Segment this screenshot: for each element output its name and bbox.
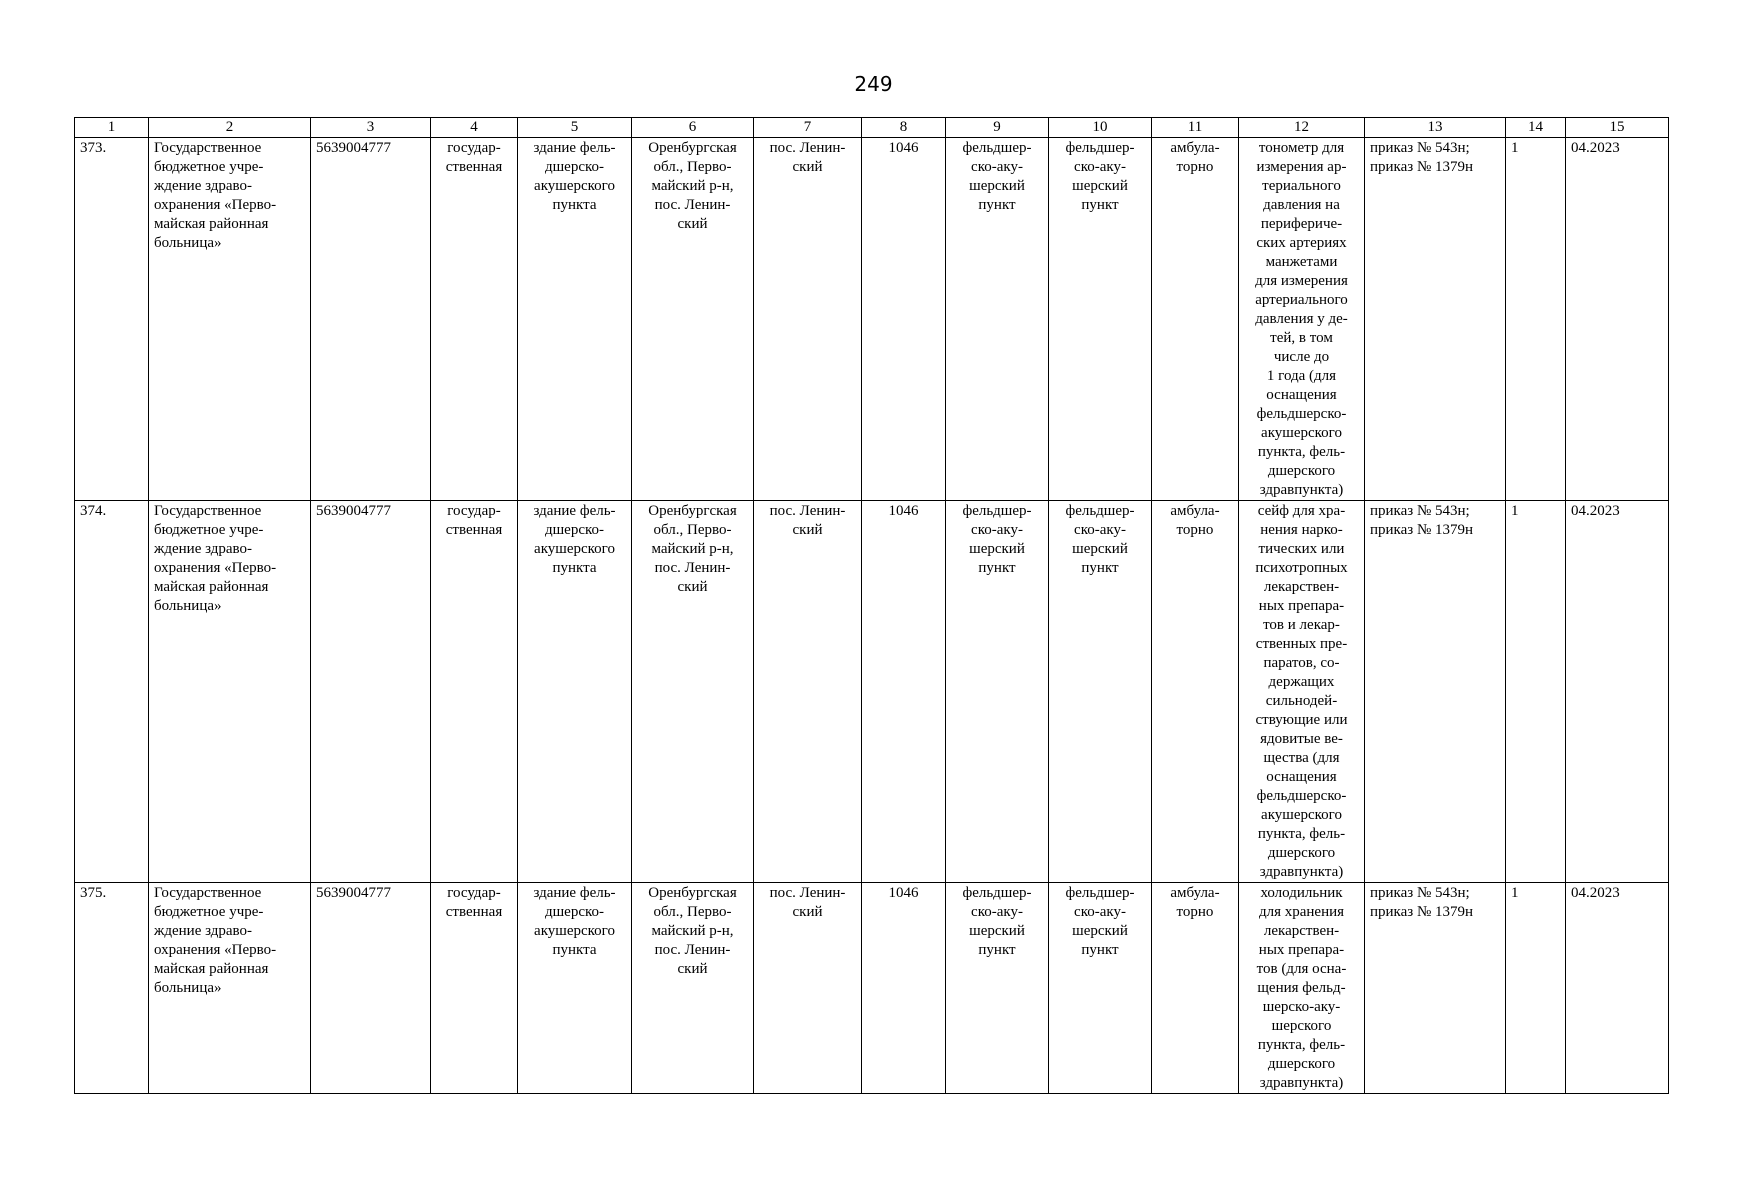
cell-line: государ-	[447, 140, 501, 156]
order-reference-cell	[1365, 883, 1506, 1094]
building-cell	[518, 501, 632, 883]
cell-line: Оренбургская	[648, 140, 737, 156]
cell-line: фельдшер-	[1065, 503, 1135, 519]
cell-line: тических или	[1258, 541, 1345, 557]
cell-line: амбула-	[1170, 885, 1220, 901]
column-number: 14	[1506, 118, 1566, 138]
cell-line: фельдшер-	[1065, 885, 1135, 901]
column-number: 9	[946, 118, 1049, 138]
inn-cell: 5639004777	[311, 138, 431, 501]
cell-line: шерского	[1271, 1018, 1332, 1034]
cell-line: пос. Ленин-	[654, 942, 731, 958]
equipment-table	[74, 117, 1669, 1094]
cell-line: измерения ар-	[1256, 159, 1347, 175]
cell-line: ский	[792, 159, 823, 175]
order-reference-cell	[1365, 138, 1506, 501]
column-number: 11	[1152, 118, 1239, 138]
locality-cell	[754, 883, 862, 1094]
cell-line: акушерского	[534, 541, 615, 557]
cell-line: больница»	[154, 598, 222, 614]
cell-line: торно	[1176, 522, 1214, 538]
cell-line: фельдшер-	[962, 885, 1032, 901]
column-number: 4	[431, 118, 518, 138]
cell-line: здравпункта)	[1259, 1075, 1344, 1091]
cell-line: бюджетное учре-	[154, 904, 264, 920]
cell-line: для хранения	[1258, 904, 1345, 920]
column-number: 3	[311, 118, 431, 138]
cell-line: холодильник	[1260, 885, 1343, 901]
cell-line: обл., Перво-	[653, 904, 732, 920]
code-cell: 1046	[862, 501, 946, 883]
cell-line: пос. Ленин-	[654, 197, 731, 213]
cell-line: пункта, фель-	[1257, 826, 1346, 842]
cell-line: дшерско-	[544, 159, 605, 175]
unit-name-cell	[1049, 138, 1152, 501]
row-number-cell: 374.	[75, 501, 149, 883]
cell-line: ских артериях	[1256, 235, 1347, 251]
unit-type-cell	[946, 501, 1049, 883]
cell-line: оснащения	[1266, 769, 1337, 785]
cell-line: давления на	[1263, 197, 1340, 213]
unit-type-cell	[946, 138, 1049, 501]
care-form-cell	[1152, 501, 1239, 883]
column-number: 5	[518, 118, 632, 138]
quantity-cell: 1	[1506, 883, 1566, 1094]
order-reference-cell	[1365, 501, 1506, 883]
cell-line: ский	[677, 961, 708, 977]
cell-line: лекарствен-	[1263, 923, 1340, 939]
code-cell: 1046	[862, 883, 946, 1094]
cell-line: нения нарко-	[1260, 522, 1343, 538]
cell-line: амбула-	[1170, 140, 1220, 156]
cell-line: ных препара-	[1258, 598, 1345, 614]
cell-line: фельдшер-	[962, 140, 1032, 156]
equipment-cell	[1239, 501, 1365, 883]
cell-line: пос. Ленин-	[654, 560, 731, 576]
cell-line: Оренбургская	[648, 503, 737, 519]
cell-line: пункта, фель-	[1257, 1037, 1346, 1053]
cell-line: государ-	[447, 885, 501, 901]
address-cell	[632, 883, 754, 1094]
cell-line: больница»	[154, 235, 222, 251]
cell-line: ждение здраво-	[154, 923, 253, 939]
cell-line: пункт	[1081, 560, 1119, 576]
cell-line: обл., Перво-	[653, 159, 732, 175]
cell-line: приказ № 543н;	[1370, 885, 1470, 901]
cell-line: ственная	[445, 904, 503, 920]
cell-line: больница»	[154, 980, 222, 996]
cell-line: приказ № 543н;	[1370, 503, 1470, 519]
organization-name-cell	[149, 501, 311, 883]
cell-line: ский	[792, 904, 823, 920]
address-cell	[632, 138, 754, 501]
cell-line: майский р-н,	[651, 923, 734, 939]
column-number: 10	[1049, 118, 1152, 138]
cell-line: шерский	[969, 541, 1025, 557]
cell-line: ственная	[445, 159, 503, 175]
cell-line: торно	[1176, 159, 1214, 175]
cell-line: артериального	[1255, 292, 1348, 308]
equipment-cell	[1239, 883, 1365, 1094]
cell-line: ствующие или	[1255, 712, 1348, 728]
date-cell: 04.2023	[1566, 501, 1669, 883]
page-number: 249	[854, 72, 893, 96]
cell-line: ядовитые ве-	[1260, 731, 1343, 747]
column-number: 12	[1239, 118, 1365, 138]
cell-line: акушерского	[534, 178, 615, 194]
locality-cell	[754, 138, 862, 501]
unit-name-cell	[1049, 501, 1152, 883]
cell-line: майский р-н,	[651, 541, 734, 557]
cell-line: ско-аку-	[971, 904, 1023, 920]
cell-line: Государственное	[154, 885, 262, 901]
column-number-row	[75, 118, 1669, 138]
care-form-cell	[1152, 883, 1239, 1094]
cell-line: ский	[792, 522, 823, 538]
column-number: 7	[754, 118, 862, 138]
cell-line: пункт	[978, 197, 1016, 213]
row-number-cell: 375.	[75, 883, 149, 1094]
cell-line: здание фель-	[533, 140, 616, 156]
cell-line: бюджетное учре-	[154, 159, 264, 175]
unit-type-cell	[946, 883, 1049, 1094]
cell-line: акушерского	[1261, 425, 1342, 441]
cell-line: оснащения	[1266, 387, 1337, 403]
cell-line: пос. Ленин-	[769, 885, 846, 901]
cell-line: пункт	[1081, 197, 1119, 213]
column-number: 8	[862, 118, 946, 138]
organization-name-cell	[149, 883, 311, 1094]
cell-line: приказ № 543н;	[1370, 140, 1470, 156]
cell-line: ско-аку-	[1074, 522, 1126, 538]
cell-line: пос. Ленин-	[769, 503, 846, 519]
cell-line: пункта	[552, 197, 597, 213]
cell-line: акушерского	[534, 923, 615, 939]
cell-line: государ-	[447, 503, 501, 519]
cell-line: пункта	[552, 942, 597, 958]
cell-line: дшерско-	[544, 522, 605, 538]
cell-line: обл., Перво-	[653, 522, 732, 538]
cell-line: держащих	[1268, 674, 1335, 690]
table-row	[75, 501, 1669, 883]
date-cell: 04.2023	[1566, 138, 1669, 501]
cell-line: щества (для	[1263, 750, 1340, 766]
cell-line: пункт	[978, 942, 1016, 958]
cell-line: ский	[677, 579, 708, 595]
cell-line: Государственное	[154, 503, 262, 519]
cell-line: здравпункта)	[1259, 864, 1344, 880]
cell-line: ско-аку-	[971, 159, 1023, 175]
cell-line: шерский	[1072, 178, 1128, 194]
cell-line: сильнодей-	[1265, 693, 1338, 709]
cell-line: фельдшерско-	[1256, 788, 1347, 804]
cell-line: фельдшер-	[962, 503, 1032, 519]
building-cell	[518, 138, 632, 501]
cell-line: шерский	[969, 923, 1025, 939]
cell-line: амбула-	[1170, 503, 1220, 519]
locality-cell	[754, 501, 862, 883]
cell-line: шерский	[1072, 541, 1128, 557]
cell-line: торно	[1176, 904, 1214, 920]
cell-line: Государственное	[154, 140, 262, 156]
cell-line: шерский	[1072, 923, 1128, 939]
cell-line: 1 года (для	[1266, 368, 1337, 384]
cell-line: для измерения	[1255, 273, 1348, 289]
table-row	[75, 883, 1669, 1094]
cell-line: приказ № 1379н	[1370, 159, 1474, 175]
column-number: 13	[1365, 118, 1506, 138]
code-cell: 1046	[862, 138, 946, 501]
cell-line: здравпункта)	[1259, 482, 1344, 498]
organization-name-cell	[149, 138, 311, 501]
cell-line: ственная	[445, 522, 503, 538]
cell-line: приказ № 1379н	[1370, 522, 1474, 538]
cell-line: акушерского	[1261, 807, 1342, 823]
table-row	[75, 138, 1669, 501]
cell-line: ждение здраво-	[154, 178, 253, 194]
unit-name-cell	[1049, 883, 1152, 1094]
cell-line: дшерского	[1267, 463, 1336, 479]
cell-line: шерско-аку-	[1262, 999, 1341, 1015]
cell-line: перифериче-	[1260, 216, 1343, 232]
cell-line: тонометр для	[1258, 140, 1345, 156]
cell-line: ско-аку-	[1074, 159, 1126, 175]
cell-line: майская районная	[154, 961, 269, 977]
column-number: 1	[75, 118, 149, 138]
date-cell: 04.2023	[1566, 883, 1669, 1094]
cell-line: ждение здраво-	[154, 541, 253, 557]
cell-line: щения фельд-	[1257, 980, 1346, 996]
cell-line: пункта	[552, 560, 597, 576]
cell-line: психотропных	[1255, 560, 1348, 576]
cell-line: пункта, фель-	[1257, 444, 1346, 460]
column-number: 2	[149, 118, 311, 138]
cell-line: бюджетное учре-	[154, 522, 264, 538]
cell-line: давления у де-	[1255, 311, 1348, 327]
address-cell	[632, 501, 754, 883]
cell-line: здание фель-	[533, 503, 616, 519]
cell-line: пос. Ленин-	[769, 140, 846, 156]
cell-line: майская районная	[154, 579, 269, 595]
building-cell	[518, 883, 632, 1094]
cell-line: ский	[677, 216, 708, 232]
cell-line: манжетами	[1265, 254, 1338, 270]
cell-line: тов и лекар-	[1263, 617, 1340, 633]
quantity-cell: 1	[1506, 501, 1566, 883]
cell-line: дшерско-	[544, 904, 605, 920]
cell-line: шерский	[969, 178, 1025, 194]
cell-line: лекарствен-	[1263, 579, 1340, 595]
cell-line: охранения «Перво-	[154, 560, 277, 576]
cell-line: пункт	[1081, 942, 1119, 958]
quantity-cell: 1	[1506, 138, 1566, 501]
ownership-cell	[431, 883, 518, 1094]
cell-line: ственных пре-	[1255, 636, 1348, 652]
cell-line: тов (для осна-	[1256, 961, 1347, 977]
cell-line: дшерского	[1267, 845, 1336, 861]
cell-line: дшерского	[1267, 1056, 1336, 1072]
row-number-cell: 373.	[75, 138, 149, 501]
inn-cell: 5639004777	[311, 501, 431, 883]
ownership-cell	[431, 501, 518, 883]
ownership-cell	[431, 138, 518, 501]
cell-line: пункт	[978, 560, 1016, 576]
cell-line: охранения «Перво-	[154, 942, 277, 958]
care-form-cell	[1152, 138, 1239, 501]
cell-line: приказ № 1379н	[1370, 904, 1474, 920]
cell-line: фельдшерско-	[1256, 406, 1347, 422]
cell-line: числе до	[1273, 349, 1330, 365]
cell-line: сейф для хра-	[1257, 503, 1346, 519]
cell-line: охранения «Перво-	[154, 197, 277, 213]
cell-line: ско-аку-	[971, 522, 1023, 538]
cell-line: майская районная	[154, 216, 269, 232]
cell-line: здание фель-	[533, 885, 616, 901]
cell-line: майский р-н,	[651, 178, 734, 194]
cell-line: ных препара-	[1258, 942, 1345, 958]
cell-line: Оренбургская	[648, 885, 737, 901]
inn-cell: 5639004777	[311, 883, 431, 1094]
cell-line: ско-аку-	[1074, 904, 1126, 920]
cell-line: тей, в том	[1270, 330, 1333, 346]
cell-line: териального	[1262, 178, 1341, 194]
column-number: 6	[632, 118, 754, 138]
column-number: 15	[1566, 118, 1669, 138]
cell-line: паратов, со-	[1263, 655, 1340, 671]
cell-line: фельдшер-	[1065, 140, 1135, 156]
equipment-cell	[1239, 138, 1365, 501]
